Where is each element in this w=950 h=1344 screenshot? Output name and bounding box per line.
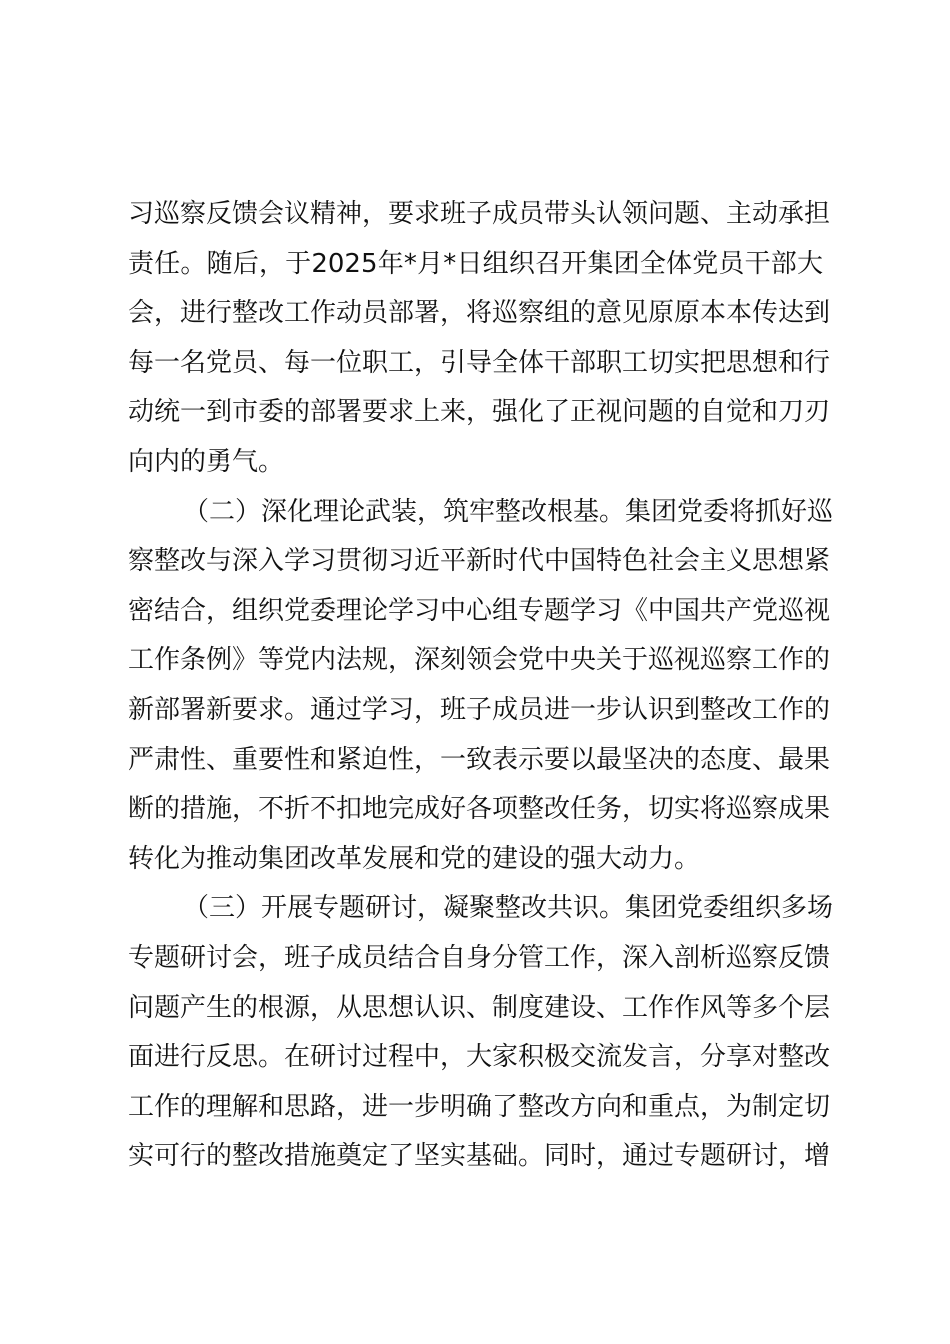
paragraph-section-3: [128, 884, 834, 1182]
text-line: 每一名党员、每一位职工，引导全体干部职工切实把思想和行: [128, 347, 831, 378]
text-line: （二）深化理论武装，筑牢整改根基。集团党委将抓好巡: [183, 496, 834, 527]
text-line: 严肃性、重要性和紧迫性，一致表示要以最坚决的态度、最果: [128, 744, 831, 775]
text-line: 断的措施，不折不扣地完成好各项整改任务，切实将巡察成果: [128, 794, 831, 825]
text-line: 会，进行整改工作动员部署，将巡察组的意见原原本本传达到: [128, 298, 831, 329]
text-line: 工作条例》等党内法规，深刻领会党中央关于巡视巡察工作的: [128, 645, 831, 676]
text-line: 动统一到市委的部署要求上来，强化了正视问题的自觉和刀刃: [128, 397, 831, 428]
text-line: 密结合，组织党委理论学习中心组专题学习《中国共产党巡视: [128, 595, 831, 626]
text-line: 工作的理解和思路，进一步明确了整改方向和重点，为制定切: [128, 1091, 831, 1122]
text-line: 专题研讨会，班子成员结合自身分管工作，深入剖析巡察反馈: [128, 942, 831, 973]
text-line: 责任。随后，于2025年*月*日组织召开集团全体党员干部大: [128, 248, 823, 279]
text-line: 实可行的整改措施奠定了坚实基础。同时，通过专题研讨，增: [128, 1141, 831, 1172]
text-line: 新部署新要求。通过学习，班子成员进一步认识到整改工作的: [128, 694, 831, 725]
text-line: 问题产生的根源，从思想认识、制度建设、工作作风等多个层: [128, 992, 831, 1023]
text-line: 察整改与深入学习贯彻习近平新时代中国特色社会主义思想紧: [128, 546, 831, 577]
text-line: （三）开展专题研讨，凝聚整改共识。集团党委组织多场: [183, 893, 834, 924]
text-line: 向内的勇气。: [128, 446, 285, 477]
paragraph-section-2: [128, 488, 834, 885]
document-page: [128, 190, 834, 1182]
text-line: 习巡察反馈会议精神，要求班子成员带头认领问题、主动承担: [128, 199, 831, 229]
text-line: 面进行反思。在研讨过程中，大家积极交流发言，分享对整改: [128, 1042, 831, 1073]
paragraph-continuation: [128, 190, 831, 488]
text-line: 转化为推动集团改革发展和党的建设的强大动力。: [128, 843, 701, 874]
